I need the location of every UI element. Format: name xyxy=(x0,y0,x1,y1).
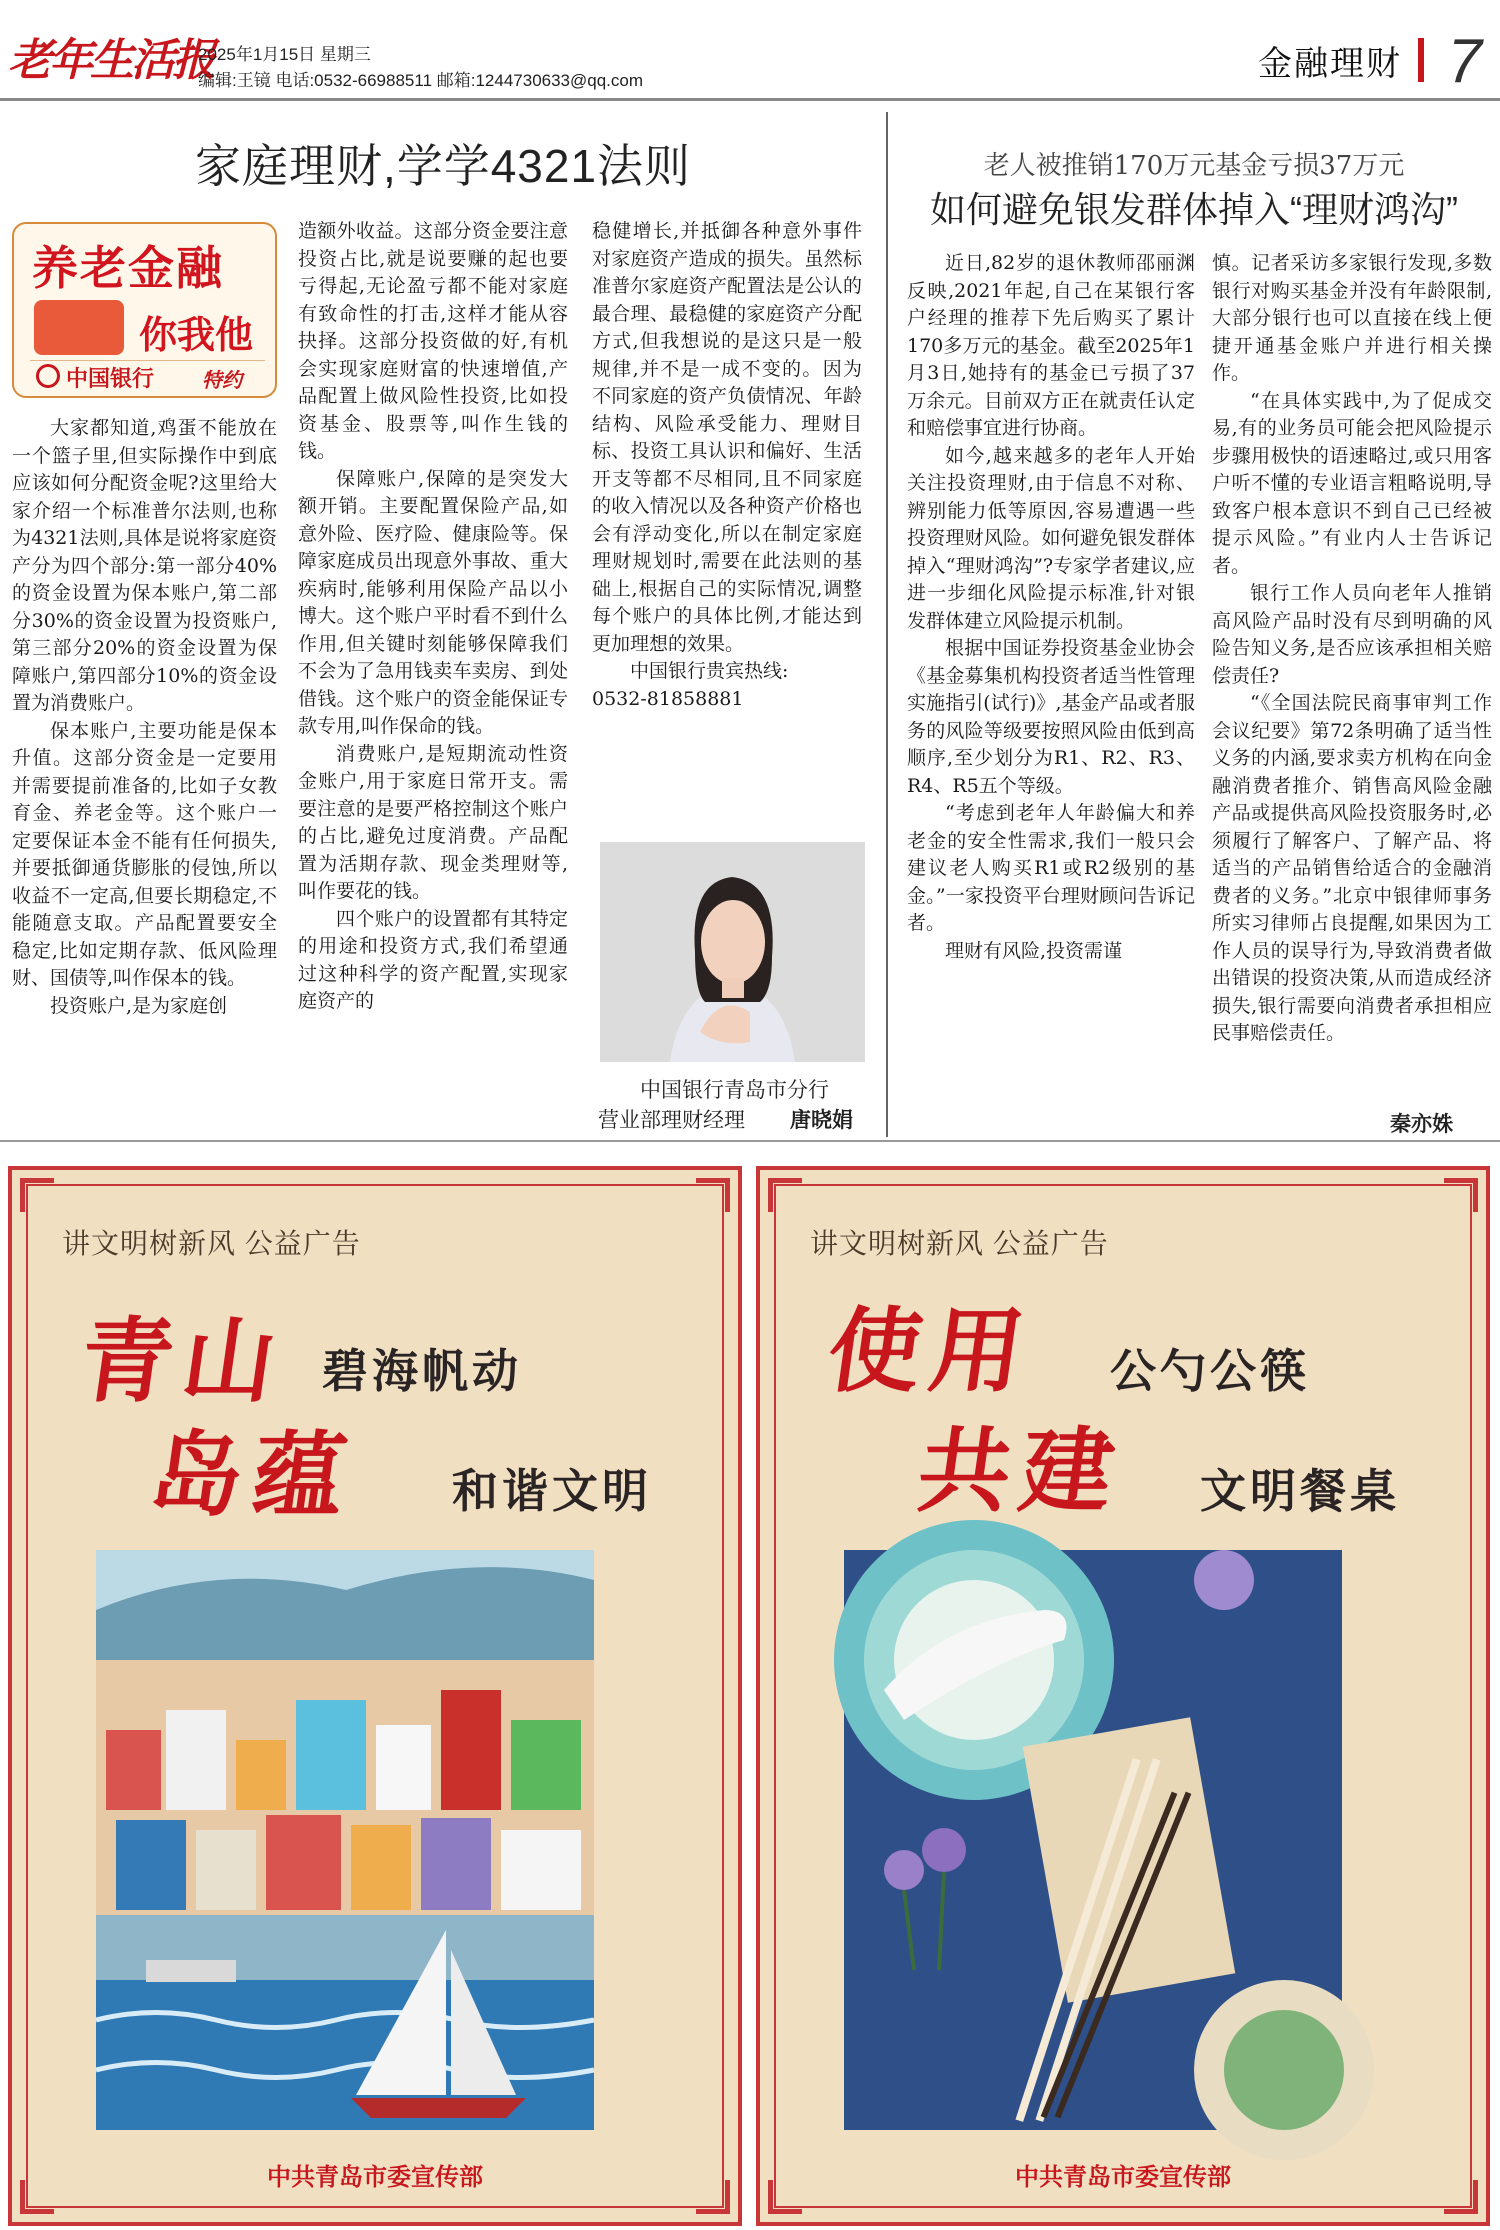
badge-subtitle: 你我他 xyxy=(139,315,254,357)
badge-title: 养老金融 xyxy=(32,242,224,294)
paragraph: 根据中国证券投资基金业协会《基金募集机构投资者适当性管理实施指引(试行)》,基金产品或者服务的风险等级要按照风险由低到高顺序,至少划分为R1、R2、R3、R4、R5五个等级。 xyxy=(907,637,1195,797)
paragraph: 慎。记者采访多家银行发现,多数银行对购买基金并没有年龄限制,大部分银行也可以直接在线上便捷开通基金账户并进行相关操作。 xyxy=(1212,252,1492,384)
paragraph: 近日,82岁的退休教师邵丽渊反映,2021年起,自己在某银行客户经理的推荐下先后购买了累计170多万元的基金。截至2025年1月3日,她持有的基金已亏损了37万余元。目前双方正在就责任认定和赔偿事宜进行协商。 xyxy=(907,252,1195,439)
ad-headline-small2: 和谐文明 xyxy=(452,1465,652,1517)
photo-caption-line2: 营业部理财经理 xyxy=(598,1108,745,1132)
hotline-label: 中国银行贵宾热线: xyxy=(630,660,789,682)
editor-contact: 编辑:王镜 电话:0532-66988511 邮箱:1244730633@qq.com xyxy=(198,71,644,90)
city-harbor-drawing xyxy=(96,1550,594,2130)
section-name: 金融理财 xyxy=(1258,45,1402,83)
paragraph: 造额外收益。这部分资金要注意投资占比,就是说要赚的起也要亏得起,无论盈亏都不能对家庭有致命性的打击,这样才能从容抉择。这部分投资做的好,有机会实现家庭财富的快速增值,产品配置上做风险性投资,比如投资基金、股票等,叫作生钱的钱。 xyxy=(298,220,568,462)
frame-corner xyxy=(768,1178,802,1212)
public-ad-1 xyxy=(8,1166,742,2226)
bank-logo-icon xyxy=(36,364,60,388)
table-setting-illustration xyxy=(844,1550,1342,2130)
right-article-col1 xyxy=(907,250,1195,1140)
ad-headline-big2: 共建 xyxy=(911,1417,1131,1525)
left-article-title: 家庭理财,学学4321法则 xyxy=(194,140,692,192)
issue-date: 2025年1月15日 星期三 xyxy=(198,45,371,64)
frame-corner xyxy=(20,1178,54,1212)
ad-top-text: 讲文明树新风 公益广告 xyxy=(810,1228,1109,1259)
column-badge xyxy=(12,222,277,398)
ad-headline-small1: 公勺公筷 xyxy=(1110,1345,1310,1397)
ad-headline-big1: 青山 xyxy=(73,1307,293,1415)
paragraph: 投资账户,是为家庭创 xyxy=(50,994,228,1017)
hotline-number: 0532-81858881 xyxy=(592,687,744,710)
right-article-kicker: 老人被推销170万元基金亏损37万元 xyxy=(983,151,1405,181)
left-article-col1 xyxy=(12,415,277,1135)
page-number: 7 xyxy=(1447,27,1482,96)
section-divider xyxy=(1418,38,1424,82)
paragraph: 四个账户的设置都有其特定的用途和投资方式,我们希望通过这种科学的资产配置,实现家庭资产的 xyxy=(298,907,568,1012)
badge-bank-name: 中国银行 xyxy=(66,366,155,392)
column-separator xyxy=(886,112,888,1137)
paragraph: “《全国法院民商事审判工作会议纪要》第72条明确了适当性义务的内涵,要求卖方机构在向金融消费者推介、销售高风险金融产品或提供高风险投资服务时,必须履行了解客户、了解产品、将适当的产品销售给适合的金融消费者的义务。”北京中银律师事务所实习律师占良提醒,如果因为工作人员的误导行为,导致消费者做出错误的投资决策,从而造成经济损失,银行需要向消费者承担相应民事赔偿责任。 xyxy=(1212,692,1492,1044)
ad-top-text: 讲文明树新风 公益广告 xyxy=(62,1228,361,1259)
left-article-col3 xyxy=(592,218,862,838)
paragraph: 保障账户,保障的是突发大额开销。主要配置保险产品,如意外险、医疗险、健康险等。保障家庭成员出现意外事故、重大疾病时,能够利用保险产品以小博大。这个账户平时看不到什么作用,但关键时刻能够保障我们不会为了急用钱卖车卖房、到处借钱。这个账户的资金能保证专款专用,叫作保命的钱。 xyxy=(298,467,568,737)
photo-caption-line1: 中国银行青岛市分行 xyxy=(640,1078,829,1102)
paragraph: 大家都知道,鸡蛋不能放在一个篮子里,但实际操作中到底应该如何分配资金呢?这里给大家介绍一个标准普尔法则,也称为4321法则,具体是说将家庭资产分为四个部分:第一部分40%的资金设置为保本账户,第二部分30%的资金设置为投资账户,第三部分20%的资金设置为保障账户,第四部分10%的资金设置为消费账户。 xyxy=(12,417,277,714)
right-article-col2 xyxy=(1212,250,1492,1110)
header-rule xyxy=(0,98,1500,101)
left-article-col2 xyxy=(298,218,568,1135)
ad-headline-big2: 岛蕴 xyxy=(143,1421,363,1529)
paragraph: 保本账户,主要功能是保本升值。这部分资金是一定要用并需要提前准备的,比如子女教育金、养老金等。这个账户一定要保证本金不能有任何损失,并要抵御通货膨胀的侵蚀,所以收益不一定高,但要长期稳定,不能随意支取。产品配置要安全稳定,比如定期存款、低风险理财、国债等,叫作保本的钱。 xyxy=(12,719,277,989)
ad-headline-small1: 碧海帆动 xyxy=(322,1345,522,1397)
author-photo-drawing xyxy=(600,842,865,1062)
ad-sponsor: 中共青岛市委宣传部 xyxy=(1015,2164,1231,2191)
table-setting-drawing xyxy=(844,1550,1342,2130)
paragraph: 银行工作人员向老年人推销高风险产品时没有尽到明确的风险告知义务,是否应该承担相关赔偿责任? xyxy=(1212,582,1492,687)
frame-corner xyxy=(696,1178,730,1212)
paragraph: 稳健增长,并抵御各种意外事件对家庭资产造成的损失。虽然标准普尔家庭资产配置法是公认的最合理、最稳健的家庭资产分配方式,但我想说的是这只是一般规律,并不是一成不变的。因为不同家庭的资产负债情况、年龄结构、风险承受能力、理财目标、投资工具认识和偏好、生活开支等都不尽相同,且不同家庭的收入情况以及各种资产价格也会有浮动变化,所以在制定家庭理财规划时,需要在此法则的基础上,根据自己的实际情况,调整每个账户的具体比例,才能达到更加理想的效果。 xyxy=(592,220,862,655)
paragraph: “考虑到老年人年龄偏大和养老金的安全性需求,我们一般只会建议老人购买R1或R2级别的基金。”一家投资平台理财顾问告诉记者。 xyxy=(907,802,1195,934)
paragraph: “在具体实践中,为了促成交易,有的业务员可能会把风险提示步骤用极快的语速略过,或只用客户听不懂的专业语言粗略说明,导致客户根本意识不到自己已经被提示风险。”有业内人士告诉记者。 xyxy=(1212,389,1492,577)
masthead-logo: 老年生活报 xyxy=(8,35,213,86)
badge-decoration xyxy=(34,300,124,355)
photo-caption-author: 唐晓娟 xyxy=(790,1107,853,1132)
ads-rule xyxy=(0,1140,1500,1142)
paragraph: 如今,越来越多的老年人开始关注投资理财,由于信息不对称、辨别能力低等原因,容易遭遇一些投资理财风险。如何避免银发群体掉入“理财鸿沟”?专家学者建议,应进一步细化风险提示标准,针对银发群体建立风险提示机制。 xyxy=(907,444,1195,632)
badge-sponsor: 特约 xyxy=(202,368,242,392)
frame-corner xyxy=(1444,1178,1478,1212)
city-harbor-illustration xyxy=(96,1550,594,2130)
right-article-title: 如何避免银发群体掉入“理财鸿沟” xyxy=(930,189,1458,230)
paragraph: 理财有风险,投资需谨 xyxy=(945,939,1123,962)
right-article-author: 秦亦姝 xyxy=(1390,1111,1453,1136)
public-ad-2 xyxy=(756,1166,1490,2226)
paragraph: 消费账户,是短期流动性资金账户,用于家庭日常开支。需要注意的是要严格控制这个账户的占比,避免过度消费。产品配置为活期存款、现金类理财等,叫作要花的钱。 xyxy=(298,742,568,902)
ad-sponsor: 中共青岛市委宣传部 xyxy=(267,2164,483,2191)
ad-headline-big1: 使用 xyxy=(821,1297,1041,1405)
author-photo xyxy=(600,842,865,1062)
ad-headline-small2: 文明餐桌 xyxy=(1200,1465,1400,1517)
